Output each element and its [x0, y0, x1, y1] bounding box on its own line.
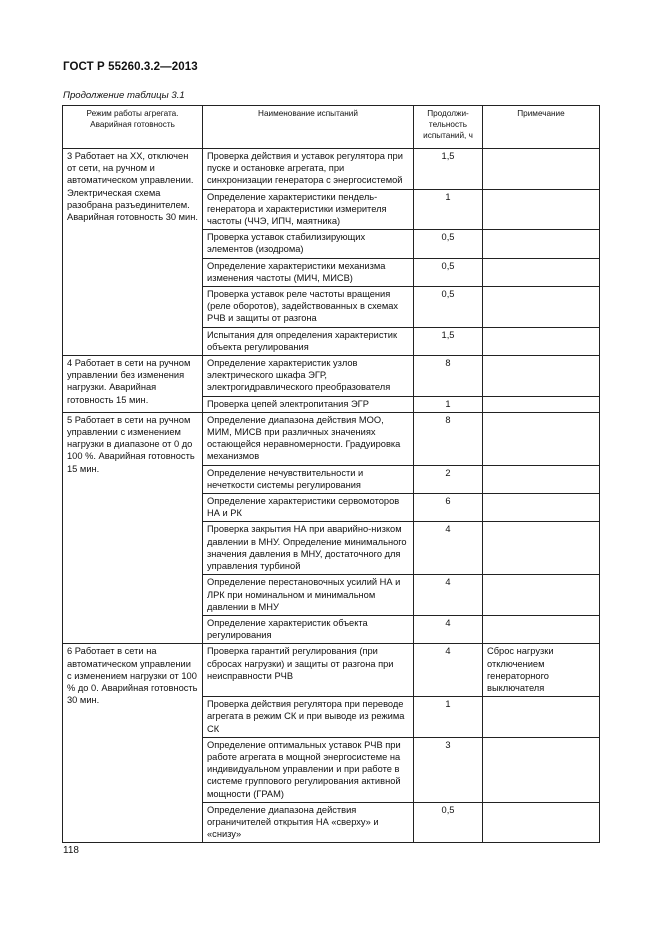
mode-cell: 5 Работает в сети на ручном управлении с изменением нагрузки в диапазоне от 0 до 100 %. Аварийная готовность 15 мин. — [63, 412, 203, 643]
test-cell: Определение перестановочных усилий НА и ЛРК при номинальном и минимальном давлении в МНУ — [203, 575, 414, 616]
table-row — [63, 644, 600, 697]
page-number: 118 — [63, 845, 79, 856]
mode-cell: 3 Работает на ХХ, отключен от сети, на ручном и автоматическом управлении. Электрическая схема разобрана разъединителем. Аварийная готовность 30 мин. — [63, 149, 203, 356]
test-cell: Определение оптимальных уставок РЧВ при работе агрегата в мощной энергосистеме на индивидуальном управлении и при работе в системе группового регулирования активной мощности (ГРАМ) — [203, 737, 414, 802]
note-cell — [483, 149, 600, 190]
duration-cell: 3 — [414, 737, 483, 802]
mode-cell: 6 Работает в сети на автоматическом управлении с изменением нагрузки от 100 % до 0. Аварийная готовность 30 мин. — [63, 644, 203, 843]
duration-cell: 1,5 — [414, 149, 483, 190]
test-cell: Определение нечувствительности и нечеткости системы регулирования — [203, 465, 414, 493]
table-row — [63, 149, 600, 190]
test-cell: Определение характеристики механизма изменения частоты (МИЧ, МИСВ) — [203, 258, 414, 286]
note-cell — [483, 494, 600, 522]
note-cell — [483, 615, 600, 643]
note-cell — [483, 258, 600, 286]
duration-cell: 2 — [414, 465, 483, 493]
column-header-note: Примечание — [483, 106, 600, 149]
test-cell: Определение диапазона действия ограничителей открытия НА «сверху» и «снизу» — [203, 802, 414, 843]
note-cell — [483, 230, 600, 258]
duration-cell: 1 — [414, 189, 483, 230]
column-header-test: Наименование испытаний — [203, 106, 414, 149]
note-cell: Сброс нагрузки отключением генераторного выключателя — [483, 644, 600, 697]
note-cell — [483, 327, 600, 355]
table-row — [63, 356, 600, 397]
duration-cell: 0,5 — [414, 258, 483, 286]
note-cell — [483, 287, 600, 328]
test-cell: Определение характеристики пендель-генератора и характеристики измерителя частоты (ЧЧЭ, ИПЧ, маятника) — [203, 189, 414, 230]
duration-cell: 0,5 — [414, 287, 483, 328]
note-cell — [483, 522, 600, 575]
note-cell — [483, 575, 600, 616]
test-cell: Определение характеристик объекта регулирования — [203, 615, 414, 643]
test-cell: Проверка закрытия НА при аварийно-низком давлении в МНУ. Определение минимального значения давления в МНУ, достаточного для управления турбиной — [203, 522, 414, 575]
test-cell: Проверка действия регулятора при переводе агрегата в режим СК и при выводе из режима СК — [203, 697, 414, 738]
table-caption: Продолжение таблицы 3.1 — [63, 90, 185, 101]
note-cell — [483, 356, 600, 397]
test-cell: Проверка гарантий регулирования (при сбросах нагрузки) и защиты от разгона при неисправности РЧВ — [203, 644, 414, 697]
mode-cell: 4 Работает в сети на ручном управлении без изменения нагрузки. Аварийная готовность 15 мин. — [63, 356, 203, 413]
duration-cell: 1 — [414, 396, 483, 412]
test-cell: Определение диапазона действия МОО, МИМ, МИСВ при различных значениях остающейся неравномерности. Градуировка механизмов — [203, 412, 414, 465]
test-cell: Проверка уставок стабилизирующих элементов (изодрома) — [203, 230, 414, 258]
test-cell: Определение характеристик узлов электрического шкафа ЭГР, электрогидравлического преобразователя — [203, 356, 414, 397]
duration-cell: 6 — [414, 494, 483, 522]
test-cell: Проверка действия и уставок регулятора при пуске и остановке агрегата, при синхронизации генератора с энергосистемой — [203, 149, 414, 190]
duration-cell: 4 — [414, 522, 483, 575]
duration-cell: 4 — [414, 644, 483, 697]
duration-cell: 1 — [414, 697, 483, 738]
note-cell — [483, 189, 600, 230]
table-row — [63, 412, 600, 465]
note-cell — [483, 697, 600, 738]
note-cell — [483, 737, 600, 802]
note-cell — [483, 465, 600, 493]
test-cell: Проверка уставок реле частоты вращения (реле оборотов), задействованных в схемах РЧВ и защиты от разгона — [203, 287, 414, 328]
duration-cell: 0,5 — [414, 802, 483, 843]
tests-table — [62, 105, 600, 843]
column-header-duration: Продолжи-тельность испытаний, ч — [414, 106, 483, 149]
duration-cell: 4 — [414, 575, 483, 616]
test-cell: Проверка цепей электропитания ЭГР — [203, 396, 414, 412]
note-cell — [483, 802, 600, 843]
document-header: ГОСТ Р 55260.3.2—2013 — [63, 61, 198, 73]
table-header-row — [63, 106, 600, 149]
duration-cell: 0,5 — [414, 230, 483, 258]
duration-cell: 8 — [414, 412, 483, 465]
duration-cell: 1,5 — [414, 327, 483, 355]
duration-cell: 8 — [414, 356, 483, 397]
note-cell — [483, 396, 600, 412]
column-header-mode: Режим работы агрегата. Аварийная готовность — [63, 106, 203, 149]
test-cell: Испытания для определения характеристик объекта регулирования — [203, 327, 414, 355]
test-cell: Определение характеристики сервомоторов НА и РК — [203, 494, 414, 522]
duration-cell: 4 — [414, 615, 483, 643]
note-cell — [483, 412, 600, 465]
